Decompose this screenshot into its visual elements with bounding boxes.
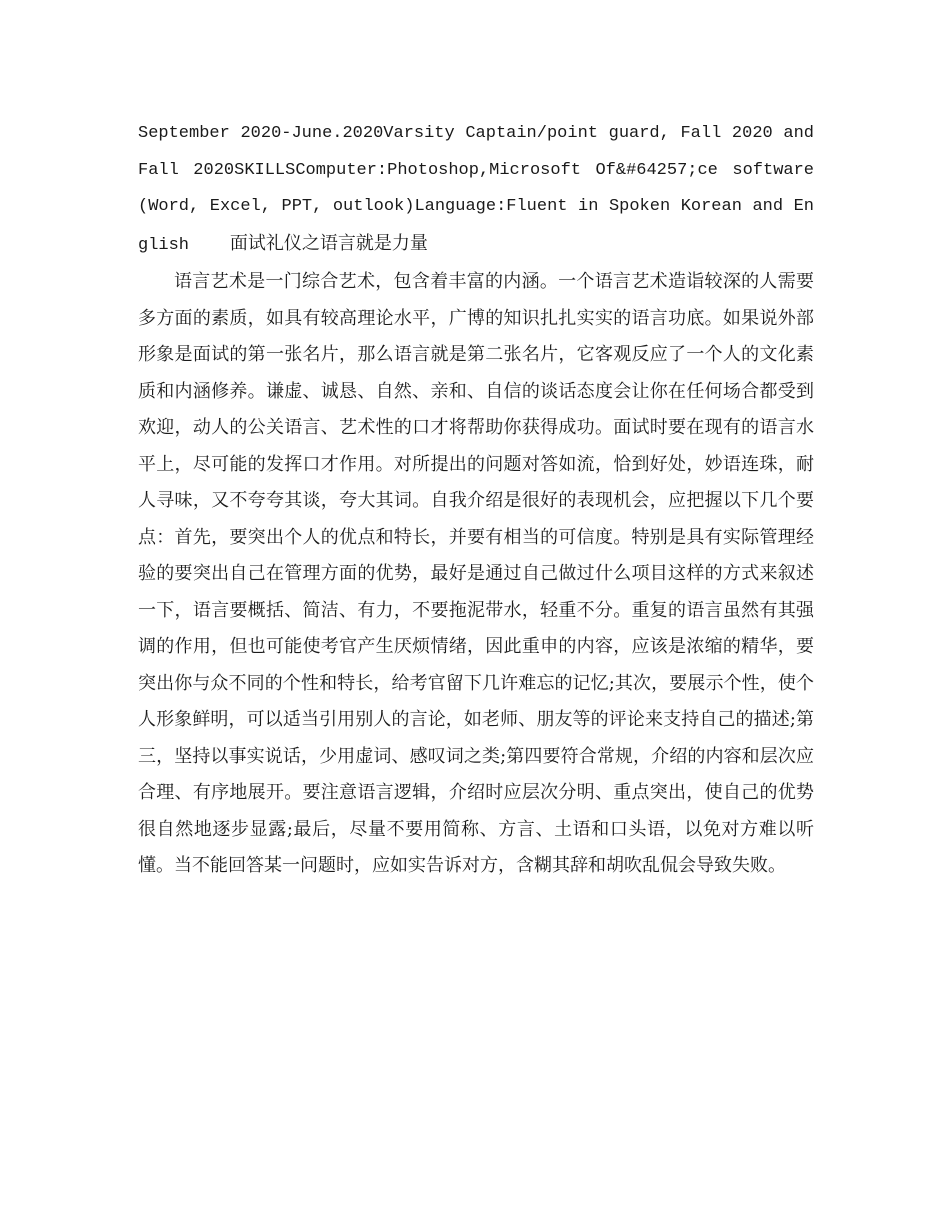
body-paragraph: 语言艺术是一门综合艺术，包含着丰富的内涵。一个语言艺术造诣较深的人需要多方面的素质，如具有较高理论水平，广博的知识扎扎实实的语言功底。如果说外部形象是面试的第一张名片，那么语言就是第二张名片，它客观反应了一个人的文化素质和内涵修养。谦虚、诚恳、自然、亲和、自信的谈话态度会让你在任何场合都受到欢迎，动人的公关语言、艺术性的口才将帮助你获得成功。面试时要在现有的语言水平上，尽可能的发挥口才作用。对所提出的问题对答如流，恰到好处，妙语连珠，耐人寻味，又不夸夸其谈，夸大其词。自我介绍是很好的表现机会，应把握以下几个要点：首先，要突出个人的优点和特长，并要有相当的可信度。特别是具有实际管理经验的要突出自己在管理方面的优势，最好是通过自己做过什么项目这样的方式来叙述一下，语言要概括、简洁、有力，不要拖泥带水，轻重不分。重复的语言虽然有其强调的作用，但也可能使考官产生厌烦情绪，因此重申的内容，应该是浓缩的精华，要突出你与众不同的个性和特长，给考官留下几许难忘的记忆;其次，要展示个性，使个人形象鲜明，可以适当引用别人的言论，如老师、朋友等的评论来支持自己的描述;第三，坚持以事实说话，少用虚词、感叹词之类;第四要符合常规，介绍的内容和层次应合理、有序地展开。要注意语言逻辑，介绍时应层次分明、重点突出，使自己的优势很自然地逐步显露;最后，尽量不要用简称、方言、土语和口头语，以免对方难以听懂。当不能回答某一问题时，应如实告诉对方，含糊其辞和胡吹乱侃会导致失败。 <box>138 271 814 876</box>
resume-intro-paragraph <box>138 116 814 264</box>
document-text <box>138 116 814 885</box>
resume-skills-text: September 2020-June.2020Varsity Captain/point guard, Fall 2020 and Fall 2020SKILLSComputer:Photoshop,Microsoft Of&#64257;ce software(Word, Excel, PPT, outlook)Language:Fluent in Spoken Korean and English <box>138 124 814 255</box>
section-heading: 面试礼仪之语言就是力量 <box>229 232 428 254</box>
